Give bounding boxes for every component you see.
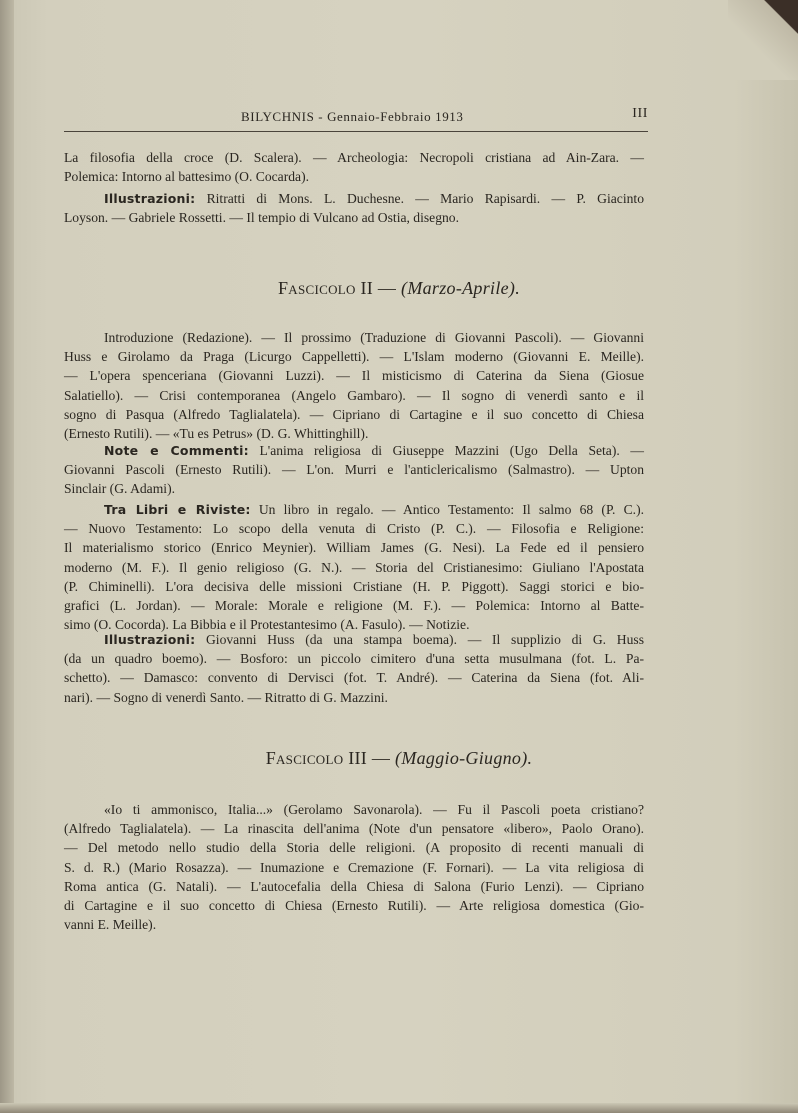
fascicolo-iii-heading — [0, 748, 798, 769]
text-line: sogno di Pasqua (Alfredo Taglialatela). — Cipriano di Cartagine e il suo concetto di Chiesa — [64, 406, 644, 422]
text-line: Giovanni Huss (da una stampa boema). — Il supplizio di G. Huss — [205, 632, 644, 647]
text-line: nari). — Sogno di venerdì Santo. — Ritratto di G. Mazzini. — [64, 689, 388, 705]
fascicolo-number: Fascicolo III — [265, 748, 368, 768]
fascicolo-months: (Maggio-Giugno). — [395, 748, 533, 768]
illustrazioni-paragraph — [64, 189, 644, 227]
text-line: — Del metodo nello studio della Storia delle religioni. (A proposito di recenti manuali di — [64, 840, 644, 856]
text-line: Roma antica (G. Natali). — L'autocefalia della Chiesa di Salona (Furio Lenzi). — Cipriano — [64, 878, 644, 894]
text-line: La filosofia della croce (D. Scalera). — Archeologia: Necropoli cristiana ad Ain-Zara. — — [64, 150, 644, 165]
page-number: III — [632, 106, 648, 121]
fascicolo-number: Fascicolo II — [277, 278, 374, 298]
running-header — [64, 106, 648, 126]
title-dash: — — [371, 748, 391, 768]
text-line: di Cartagine e il suo concetto di Chiesa (Ernesto Rutili). — Arte religiosa domestica (Gio- — [64, 898, 644, 914]
text-line: schetto). — Damasco: convento di Dervisci (fot. T. André). — Caterina da Siena (fot. Ali- — [64, 670, 644, 686]
text-line: «Io ti ammonisco, Italia...» (Gerolamo Savonarola). — Fu il Pascoli poeta cristiano? — [104, 802, 644, 817]
fascicolo-iii-contents — [64, 800, 644, 934]
text-line: simo (O. Cocorda). La Bibbia e il Protestantesimo (A. Fasulo). — Notizie. — [64, 617, 470, 633]
fascicolo-months: (Marzo-Aprile). — [401, 278, 521, 298]
illustrazioni-label: Illustrazioni: — [104, 191, 196, 206]
folded-page-corner — [728, 0, 798, 80]
text-line: Ritratti di Mons. L. Duchesne. — Mario Rapisardi. — P. Giacinto — [206, 191, 644, 206]
text-line: Giovanni Pascoli (Ernesto Rutili). — L'on. Murri e l'anticlericalismo (Salmastro). — Upton — [64, 462, 644, 478]
text-line: S. d. R.) (Mario Rosazza). — Inumazione e Cremazione (F. Fornari). — La vita religiosa di — [64, 859, 644, 875]
text-line: (da un quadro boemo). — Bosforo: un piccolo cimitero d'una setta musulmana (fot. L. Pa- — [64, 651, 644, 667]
text-line: — Nuovo Testamento: Lo scopo della venuta di Cristo (P. C.). — Filosofia e Religione: — [64, 521, 644, 537]
text-line: Polemica: Intorno al battesimo (O. Cocarda). — [64, 169, 309, 185]
text-line: moderno (M. F.). Il genio religioso (G. N.). — Storia del Cristianesimo: Giuliano l'Apostata — [64, 559, 644, 575]
tra-libri-e-riviste-paragraph — [64, 500, 644, 634]
note-e-commenti-paragraph — [64, 441, 644, 499]
text-line: Il materialismo storico (Enrico Meynier). William James (G. Nesi). La Fede ed il pensiero — [64, 540, 644, 556]
fascicolo-ii-heading — [0, 278, 798, 299]
text-line: Salatiello). — Crisi contemporanea (Angelo Gambaro). — Il sogno di venerdì santo e il — [64, 387, 644, 403]
text-line: (Alfredo Taglialatela). — La rinascita dell'anima (Note d'un pensatore «libero», Paolo Orano). — [64, 821, 644, 837]
text-line: Loyson. — Gabriele Rossetti. — Il tempio di Vulcano ad Ostia, disegno. — [64, 210, 459, 226]
text-line: Introduzione (Redazione). — Il prossimo (Traduzione di Giovanni Pascoli). — Giovanni — [104, 330, 644, 345]
title-dash: — — [377, 278, 397, 298]
note-e-commenti-label: Note e Commenti: — [104, 443, 249, 458]
illustrazioni-label: Illustrazioni: — [104, 632, 196, 647]
text-line: Huss e Girolamo da Praga (Licurgo Cappelletti). — L'Islam moderno (Giovanni E. Meille). — [64, 349, 644, 365]
text-line: Sinclair (G. Adami). — [64, 481, 175, 497]
tra-libri-e-riviste-label: Tra Libri e Riviste: — [104, 502, 251, 517]
text-line: (P. Chiminelli). L'ora decisiva delle missioni Cristiane (H. P. Piggott). Saggi storici e bio- — [64, 578, 644, 594]
page-bottom-edge — [0, 1103, 798, 1113]
header-rule — [64, 131, 648, 132]
fascicolo-ii-contents — [64, 328, 644, 443]
running-title: BILYCHNIS - Gennaio-Febbraio 1913 — [241, 109, 464, 124]
text-line: — L'opera spenceriana (Giovanni Luzzi). — Il misticismo di Caterina da Siena (Giosue — [64, 368, 644, 384]
continuation-paragraph — [64, 148, 644, 186]
illustrazioni-paragraph-ii — [64, 630, 644, 707]
text-line: vanni E. Meille). — [64, 917, 157, 933]
text-line: L'anima religiosa di Giuseppe Mazzini (Ugo Della Seta). — — [259, 443, 644, 458]
text-line: (Ernesto Rutili). — «Tu es Petrus» (D. G. Whittinghill). — [64, 426, 369, 442]
text-line: grafici (L. Jordan). — Morale: Morale e religione (M. F.). — Polemica: Intorno al Batte- — [64, 598, 644, 614]
page-spine-shadow — [0, 0, 14, 1113]
text-line: Un libro in regalo. — Antico Testamento: Il salmo 68 (P. C.). — [258, 502, 644, 517]
